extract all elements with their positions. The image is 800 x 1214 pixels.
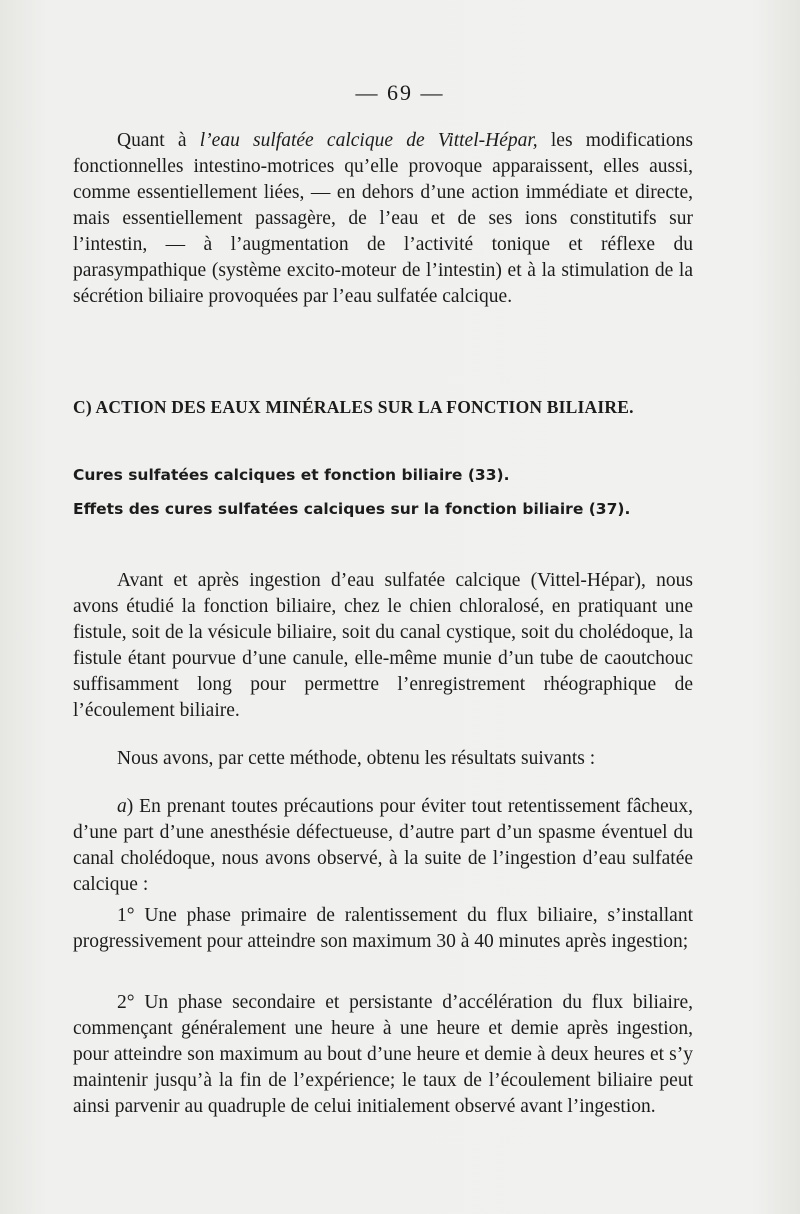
paragraph-a <box>73 794 693 898</box>
paragraph-phase-1 <box>73 903 693 955</box>
paragraph-results-intro <box>73 746 693 772</box>
para4-marker: a <box>117 796 127 817</box>
para1-lead: Quant à <box>117 130 200 151</box>
section-heading: C) ACTION DES EAUX MINÉRALES SUR LA FONCTION BILIAIRE. <box>73 397 634 417</box>
para6-text: 2° Un phase secondaire et persistante d’accélération du flux biliaire, commençant généralement une heure à une heure et demie après ingestion, pour atteindre son maximum au bout d’une heure et demie à deux heures et s’y maintenir jusqu’à la fin de l’expérience; le taux de l’écoulement biliaire peut ainsi parvenir au quadruple de celui initialement observé avant l’ingestion. <box>73 992 693 1117</box>
reference-1: Cures sulfatées calciques et fonction biliaire (33). <box>73 466 510 484</box>
para3-text: Nous avons, par cette méthode, obtenu les résultats suivants : <box>117 748 596 769</box>
para2-text: Avant et après ingestion d’eau sulfatée calcique (Vittel-Hépar), nous avons étudié la fonction biliaire, chez le chien chloralosé, en pratiquant une fistule, soit de la vésicule biliaire, soit du canal cystique, soit du cholédoque, la fistule étant pourvue d’une canule, elle-même munie d’un tube de caoutchouc suffisamment long pour permettre l’enregistrement rhéographique de l’écoulement biliaire. <box>73 570 693 721</box>
para1-italic: l’eau sulfatée calcique de Vittel-Hépar, <box>199 130 538 151</box>
reference-2: Effets des cures sulfatées calciques sur la fonction biliaire (37). <box>73 500 631 518</box>
paragraph-phase-2 <box>73 990 693 1120</box>
paragraph-method <box>73 568 693 724</box>
para1-rest: les modifications fonctionnelles intestino-motrices qu’elle provoque apparaissent, elles aussi, comme essentiellement liées, — en dehors d’une action immédiate et directe, mais essentiellement passagère, de l’eau et de ses ions constitutifs sur l’intestin, — à l’augmentation de l’activité tonique et réflexe du parasympathique (système excito-moteur de l’intestin) et à la stimulation de la sécrétion biliaire provoquées par l’eau sulfatée calcique. <box>73 130 693 307</box>
paragraph-intro <box>73 128 693 310</box>
page-number: — 69 — <box>355 80 445 105</box>
para4-rest: ) En prenant toutes précautions pour éviter tout retentissement fâcheux, d’une part d’une anesthésie défectueuse, d’autre part d’un spasme éventuel du canal cholédoque, nous avons observé, à la suite de l’ingestion d’eau sulfatée calcique : <box>73 796 693 895</box>
para5-text: 1° Une phase primaire de ralentissement du flux biliaire, s’installant progressivement pour atteindre son maximum 30 à 40 minutes après ingestion; <box>73 905 693 952</box>
